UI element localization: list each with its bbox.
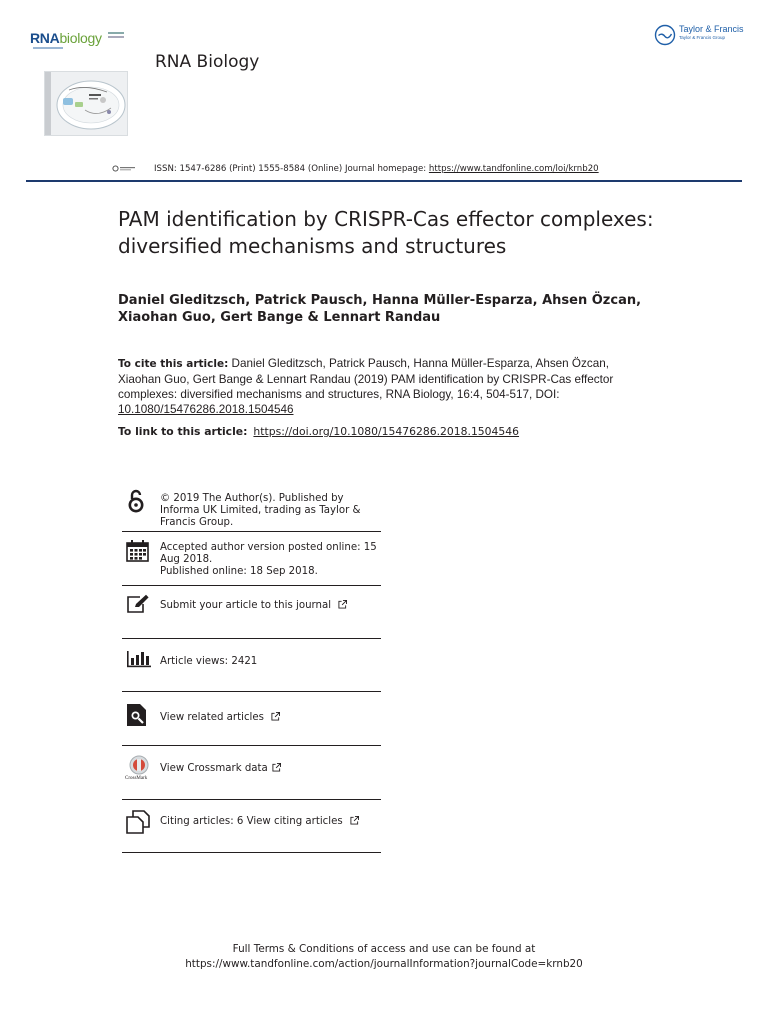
cite-text: Daniel Gleditzsch, Patrick Pausch, Hanna Müller-Esparza, Ahsen Özcan, Xiaohan Guo, Gert Bange & Lennart Randau (2019) PAM identification by CRISPR-Cas effector complexes: diversified mechanisms and structures, RNA Biology, 16:4, 504-517, DOI: <box>118 357 614 401</box>
view-citing-articles-link[interactable]: Citing articles: 6 View citing articles <box>160 816 343 827</box>
crossmark-logo-text: CrossMark <box>125 776 148 781</box>
accepted-date: Accepted author version posted online: 15 Aug 2018. <box>160 542 377 565</box>
published-date: Published online: 18 Sep 2018. <box>160 566 318 577</box>
related-text[interactable] <box>160 712 382 724</box>
link-row <box>118 425 519 438</box>
view-crossmark-link[interactable]: View Crossmark data <box>160 763 268 774</box>
copyright-row <box>122 486 381 532</box>
footer-terms <box>0 942 768 972</box>
article-info-list <box>122 486 381 853</box>
citation-block <box>118 356 638 417</box>
pencil-edit-icon <box>126 594 150 614</box>
copyright-text: © 2019 The Author(s). Published by Informa UK Limited, trading as Taylor & Francis Group. <box>160 493 361 528</box>
citing-row[interactable] <box>122 800 381 853</box>
related-articles-search-icon <box>126 703 148 727</box>
submit-row[interactable] <box>122 586 381 639</box>
article-title: PAM identification by CRISPR-Cas effector complexes: diversified mechanisms and structures <box>118 207 654 258</box>
views-text: Article views: 2421 <box>160 656 258 667</box>
taylor-francis-icon <box>654 24 676 46</box>
footer-line-1: Full Terms & Conditions of access and use can be found at <box>232 943 536 955</box>
article-authors: Daniel Gleditzsch, Patrick Pausch, Hanna Müller-Esparza, Ahsen Özcan, Xiaohan Guo, Gert Bange & Lennart Randau <box>118 293 642 325</box>
calendar-icon <box>126 540 150 562</box>
view-related-articles-link[interactable]: View related articles <box>160 712 264 723</box>
external-link-icon <box>350 816 359 825</box>
header-divider <box>26 180 742 182</box>
submit-text[interactable] <box>160 600 382 612</box>
logo-rna-text: RNA <box>30 30 60 46</box>
issn-text: ISSN: 1547-6286 (Print) 1555-8584 (Online) Journal homepage: <box>154 164 429 174</box>
dates-row <box>122 532 381 586</box>
link-label: To link to this article: <box>118 425 248 438</box>
external-link-icon <box>338 600 347 609</box>
submit-article-link[interactable]: Submit your article to this journal <box>160 600 332 611</box>
journal-cover-image[interactable] <box>44 71 128 136</box>
logo-biology-text: biology <box>59 30 102 46</box>
crossmark-row[interactable] <box>122 746 381 800</box>
crossmark-text[interactable] <box>160 763 382 775</box>
footer-terms-link[interactable]: https://www.tandfonline.com/action/journalInformation?journalCode=krnb20 <box>185 958 583 970</box>
external-link-icon <box>272 763 281 772</box>
taylor-francis-logo[interactable] <box>654 22 746 48</box>
publisher-name: Taylor & Francis <box>679 24 744 34</box>
issn-row <box>112 164 599 174</box>
journal-homepage-link[interactable]: https://www.tandfonline.com/loi/krnb20 <box>428 164 599 174</box>
article-doi-link[interactable]: https://doi.org/10.1080/15476286.2018.1504546 <box>253 425 520 438</box>
small-publisher-icon <box>112 165 136 172</box>
journal-title: RNA Biology <box>155 52 260 72</box>
views-row <box>122 639 381 692</box>
cite-doi-link[interactable]: 10.1080/15476286.2018.1504546 <box>118 403 294 416</box>
cite-label: To cite this article: <box>118 358 229 370</box>
citing-articles-icon <box>126 810 152 834</box>
external-link-icon <box>271 712 280 721</box>
rna-biology-logo <box>30 28 126 54</box>
related-row[interactable] <box>122 692 381 746</box>
cover-illustration <box>45 72 127 135</box>
bar-chart-icon <box>126 649 152 669</box>
crossmark-icon <box>126 755 152 783</box>
publisher-group: Taylor & Francis Group <box>679 35 726 40</box>
open-access-icon <box>126 488 146 514</box>
dates-text <box>160 542 382 578</box>
citing-text[interactable] <box>160 816 382 828</box>
